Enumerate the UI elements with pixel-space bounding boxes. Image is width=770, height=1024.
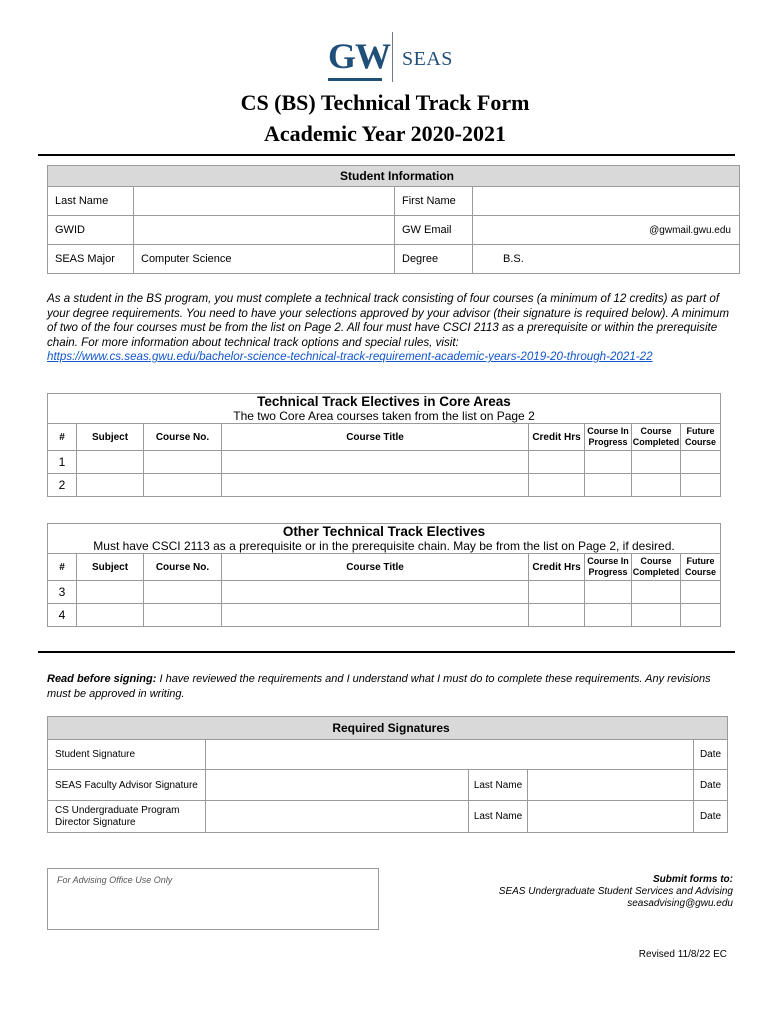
course-title-cell[interactable]: [222, 604, 529, 627]
revision-note: Revised 11/8/22 EC: [638, 949, 727, 960]
course-no-cell[interactable]: [144, 581, 222, 604]
course-no-cell[interactable]: [144, 451, 222, 474]
table-row: [48, 451, 721, 474]
submit-office: SEAS Undergraduate Student Services and Advising: [498, 886, 733, 897]
other-table-subtitle: Must have CSCI 2113 as a prerequisite or in the prerequisite chain. May be from the list on Page 2, if desired.: [93, 539, 675, 553]
date-label: Date: [694, 801, 728, 833]
core-table-title: Technical Track Electives in Core Areas: [257, 394, 511, 409]
row-number: 4: [48, 604, 77, 627]
last-name-label: Last Name: [48, 187, 134, 216]
core-table-caption: [48, 394, 721, 424]
email-suffix: @gwmail.gwu.edu: [649, 224, 731, 236]
first-name-label: First Name: [395, 187, 473, 216]
title-rule: [38, 154, 735, 156]
intro-paragraph: [47, 292, 737, 365]
director-last-name-field[interactable]: [528, 801, 694, 833]
col-course-title: Course Title: [222, 554, 529, 581]
section-rule: [38, 651, 735, 653]
row-number: 2: [48, 474, 77, 497]
advisor-last-name-field[interactable]: [528, 770, 694, 801]
in-progress-cell[interactable]: [585, 451, 632, 474]
last-name-label: Last Name: [469, 770, 528, 801]
col-subject: Subject: [77, 554, 144, 581]
gw-logo-underline: [328, 78, 382, 81]
future-cell[interactable]: [681, 604, 721, 627]
logo-separator: [392, 32, 393, 82]
in-progress-cell[interactable]: [585, 581, 632, 604]
col-num: #: [48, 554, 77, 581]
table-row: [48, 604, 721, 627]
completed-cell[interactable]: [632, 451, 681, 474]
other-table-caption: [48, 524, 721, 554]
col-completed: Course Completed: [632, 554, 681, 581]
table-row: [48, 581, 721, 604]
col-course-no: Course No.: [144, 554, 222, 581]
gw-email-field[interactable]: [473, 216, 740, 245]
submit-email: seasadvising@gwu.edu: [627, 898, 733, 909]
gw-logo-text: GW: [328, 36, 391, 76]
director-signature-field[interactable]: [206, 801, 469, 833]
degree-value: B.S.: [473, 245, 740, 274]
student-info-header: Student Information: [48, 166, 740, 187]
future-cell[interactable]: [681, 474, 721, 497]
col-credit-hrs: Credit Hrs: [529, 554, 585, 581]
row-number: 3: [48, 581, 77, 604]
date-label: Date: [694, 770, 728, 801]
course-no-cell[interactable]: [144, 474, 222, 497]
last-name-field[interactable]: [134, 187, 395, 216]
core-electives-table: [47, 393, 721, 497]
seas-logo-text: SEAS: [402, 48, 453, 70]
gw-email-label: GW Email: [395, 216, 473, 245]
col-in-progress: Course In Progress: [585, 424, 632, 451]
submit-info: [499, 874, 733, 910]
credit-hrs-cell[interactable]: [529, 451, 585, 474]
gwid-field[interactable]: [134, 216, 395, 245]
subject-cell[interactable]: [77, 451, 144, 474]
course-title-cell[interactable]: [222, 451, 529, 474]
intro-text: As a student in the BS program, you must complete a technical track consisting of four courses (a minimum of 12 credits) as part of your degree requirements. You need to have your selections approved by your advisor (their signature is required below). A minimum of two of the four courses must be from the list on Page 2. All four must have CSCI 2113 as a prerequisite or within the prerequisite chain. For more information about technical track options and special rules, visit:: [47, 292, 730, 349]
col-completed: Course Completed: [632, 424, 681, 451]
credit-hrs-cell[interactable]: [529, 474, 585, 497]
in-progress-cell[interactable]: [585, 474, 632, 497]
director-signature-label: CS Undergraduate Program Director Signature: [48, 801, 206, 833]
credit-hrs-cell[interactable]: [529, 604, 585, 627]
row-number: 1: [48, 451, 77, 474]
other-electives-table: [47, 523, 721, 627]
last-name-label: Last Name: [469, 801, 528, 833]
read-before-signing: [47, 672, 737, 702]
gw-seas-logo: [328, 30, 468, 84]
completed-cell[interactable]: [632, 581, 681, 604]
signatures-table: [47, 716, 728, 833]
date-label: Date: [694, 740, 728, 770]
course-no-cell[interactable]: [144, 604, 222, 627]
read-before-text: I have reviewed the requirements and I understand what I must do to complete these requirements. Any revisions must be approved in writing.: [47, 673, 711, 700]
col-course-title: Course Title: [222, 424, 529, 451]
signatures-header: Required Signatures: [48, 717, 728, 740]
other-table-title: Other Technical Track Electives: [282, 524, 486, 539]
col-subject: Subject: [77, 424, 144, 451]
submit-label: Submit forms to:: [653, 874, 733, 885]
seas-major-label: SEAS Major: [48, 245, 134, 274]
future-cell[interactable]: [681, 451, 721, 474]
col-course-no: Course No.: [144, 424, 222, 451]
form-title: CS (BS) Technical Track Form: [240, 90, 530, 115]
track-info-link[interactable]: https://www.cs.seas.gwu.edu/bachelor-science-technical-track-requirement-academic-years-2019-20-through-2021-22: [47, 350, 653, 363]
col-future: Future Course: [681, 554, 721, 581]
table-row: [48, 474, 721, 497]
completed-cell[interactable]: [632, 604, 681, 627]
degree-label: Degree: [395, 245, 473, 274]
form-year: Academic Year 2020-2021: [264, 121, 506, 146]
col-in-progress: Course In Progress: [585, 554, 632, 581]
read-before-bold: Read before signing:: [47, 673, 157, 685]
student-info-table: [47, 165, 740, 274]
student-signature-label: Student Signature: [48, 740, 206, 770]
gwid-label: GWID: [48, 216, 134, 245]
advising-office-box: [47, 868, 379, 930]
col-num: #: [48, 424, 77, 451]
col-credit-hrs: Credit Hrs: [529, 424, 585, 451]
advisor-signature-label: SEAS Faculty Advisor Signature: [48, 770, 206, 801]
advising-office-label: For Advising Office Use Only: [57, 875, 173, 885]
seas-major-value: Computer Science: [134, 245, 395, 274]
col-future: Future Course: [681, 424, 721, 451]
core-table-subtitle: The two Core Area courses taken from the list on Page 2: [233, 409, 535, 423]
in-progress-cell[interactable]: [585, 604, 632, 627]
subject-cell[interactable]: [77, 581, 144, 604]
course-title-cell[interactable]: [222, 581, 529, 604]
future-cell[interactable]: [681, 581, 721, 604]
first-name-field[interactable]: [473, 187, 740, 216]
completed-cell[interactable]: [632, 474, 681, 497]
student-signature-field[interactable]: [206, 740, 694, 770]
subject-cell[interactable]: [77, 474, 144, 497]
course-title-cell[interactable]: [222, 474, 529, 497]
credit-hrs-cell[interactable]: [529, 581, 585, 604]
advisor-signature-field[interactable]: [206, 770, 469, 801]
subject-cell[interactable]: [77, 604, 144, 627]
